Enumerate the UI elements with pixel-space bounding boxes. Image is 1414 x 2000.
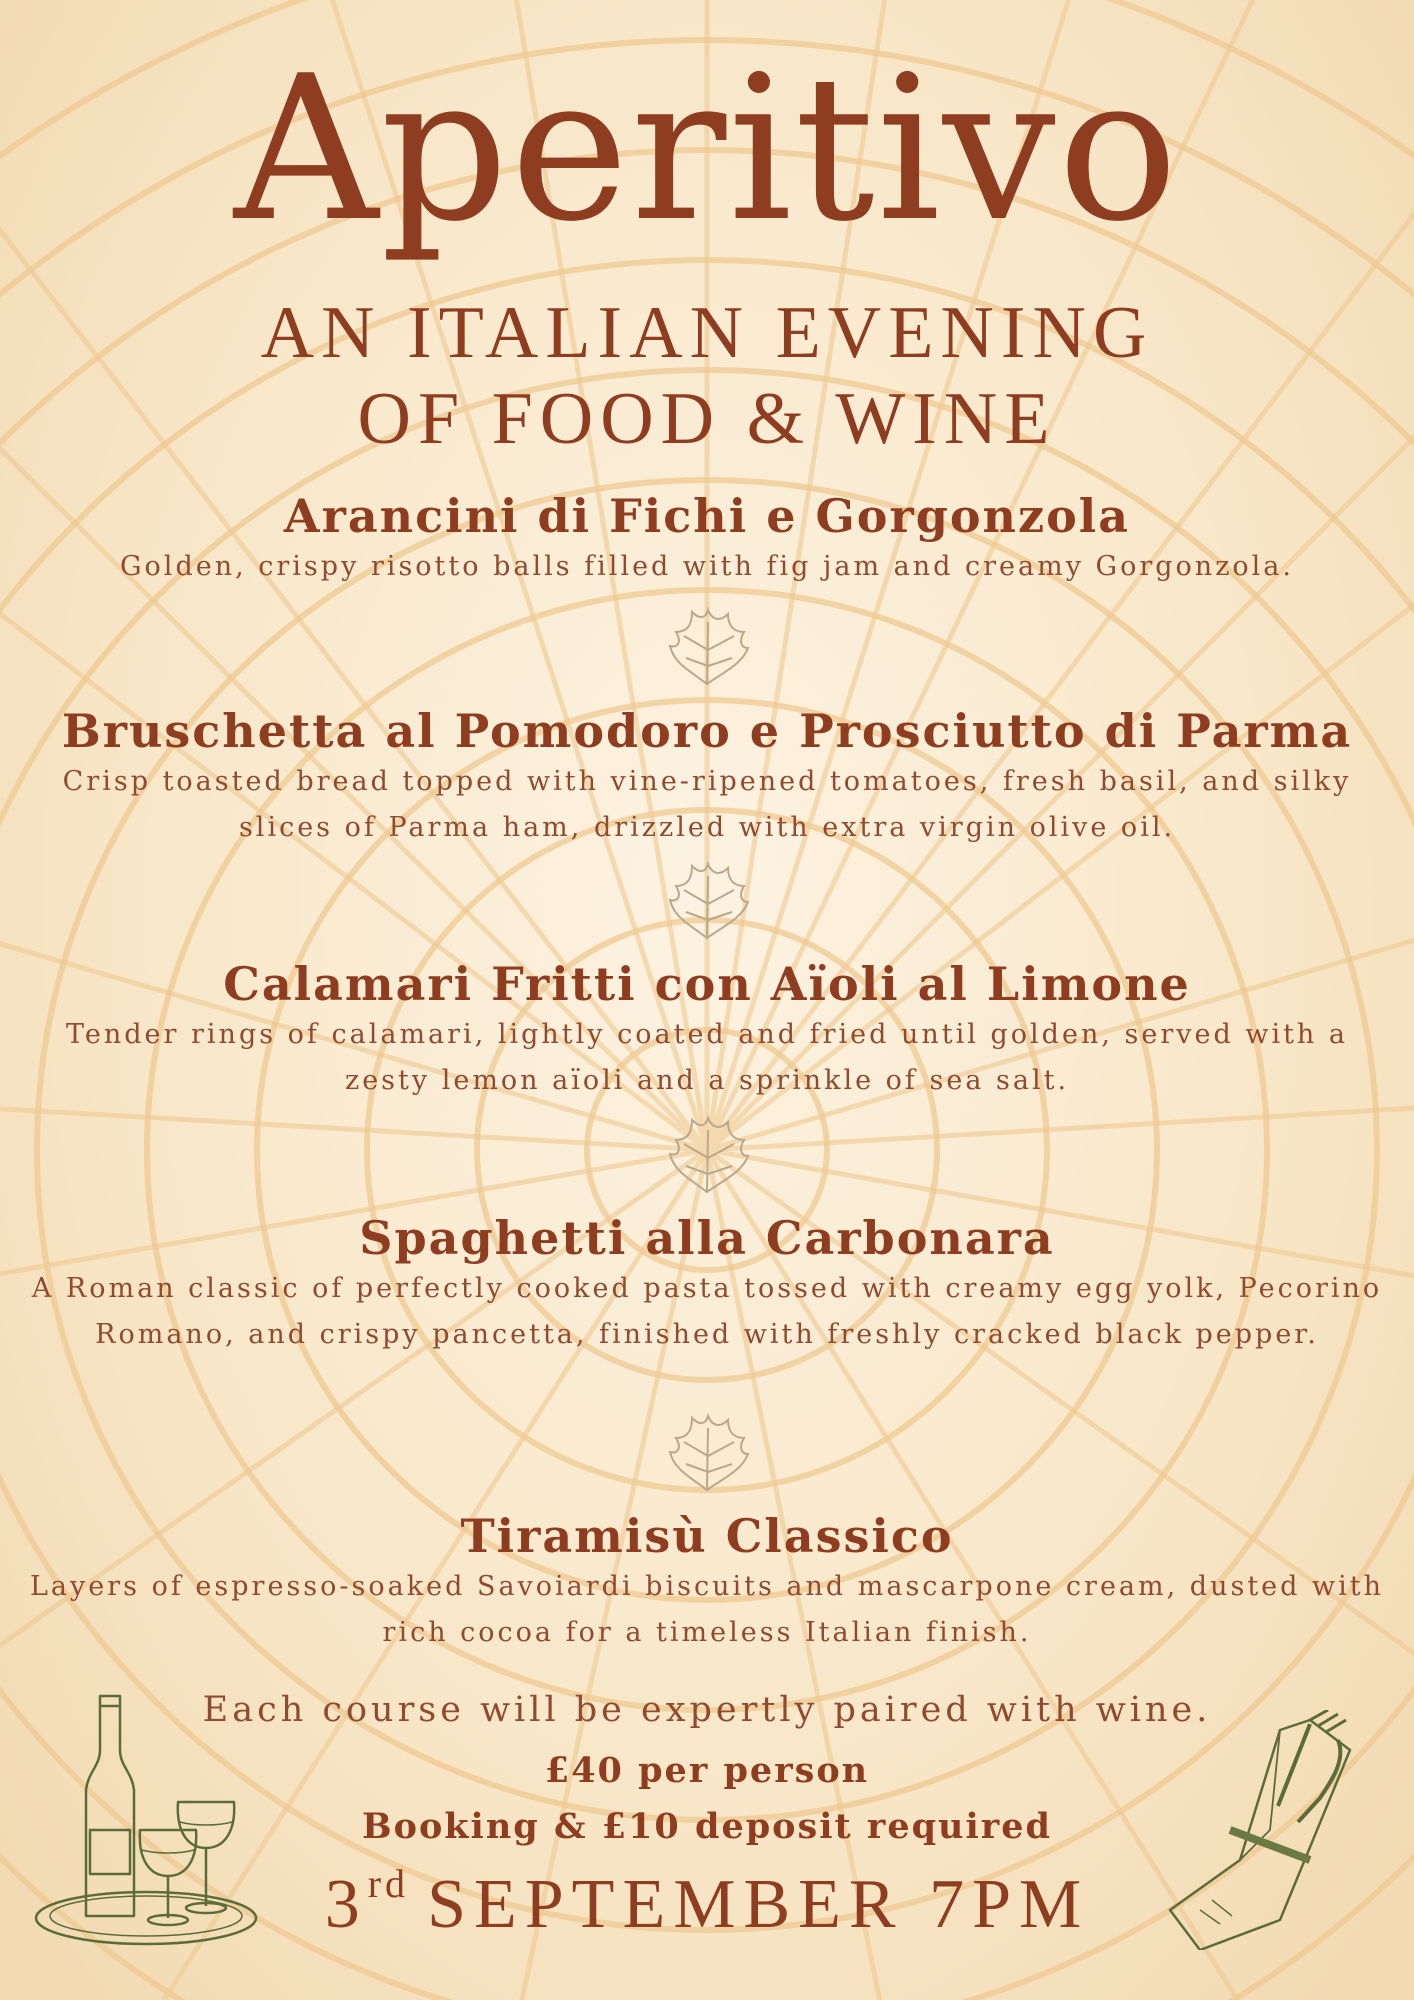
course-description: Crisp toasted bread topped with vine-ripened tomatoes, fresh basil, and silky slices of Parma ham, drizzled with extra virgin olive oil. bbox=[62, 766, 1352, 843]
course-description: Layers of espresso-soaked Savoiardi biscuits and mascarpone cream, dusted with rich cocoa for a timeless Italian finish. bbox=[30, 1571, 1384, 1648]
course-name: Arancini di Fichi e Gorgonzola bbox=[283, 489, 1131, 543]
subtitle-line-1: AN ITALIAN EVENING bbox=[260, 292, 1154, 374]
wine-bottle-glasses-icon bbox=[28, 1690, 278, 1950]
event-subtitle bbox=[0, 290, 1414, 462]
date-month-time: SEPTEMBER 7PM bbox=[427, 1866, 1090, 1943]
course-2 bbox=[20, 703, 1394, 851]
grape-leaf-icon bbox=[662, 602, 752, 692]
course-description: Golden, crispy risotto balls filled with fig jam and creamy Gorgonzola. bbox=[119, 551, 1294, 582]
grape-leaf-icon bbox=[662, 1110, 752, 1200]
course-description: Tender rings of calamari, lightly coated and fried until golden, served with a zesty lemon aïoli and a sprinkle of sea salt. bbox=[65, 1019, 1349, 1096]
date-day: 3 bbox=[324, 1866, 368, 1943]
grape-leaf-icon bbox=[662, 856, 752, 946]
course-4 bbox=[20, 1210, 1394, 1358]
course-name: Calamari Fritti con Aïoli al Limone bbox=[223, 957, 1191, 1011]
course-1 bbox=[20, 488, 1394, 590]
course-name: Spaghetti alla Carbonara bbox=[359, 1211, 1055, 1265]
course-3 bbox=[20, 956, 1394, 1104]
cutlery-napkin-icon bbox=[1160, 1710, 1360, 1950]
course-name: Tiramisù Classico bbox=[460, 1509, 954, 1563]
price: £40 per person bbox=[544, 1750, 870, 1791]
date-suffix: rd bbox=[367, 1861, 410, 1906]
page-title: Aperitivo bbox=[233, 33, 1181, 266]
subtitle-line-2: OF FOOD & WINE bbox=[357, 378, 1057, 460]
booking-note: Booking & £10 deposit required bbox=[362, 1806, 1052, 1847]
wine-pairing-note: Each course will be expertly paired with wine. bbox=[202, 1690, 1212, 1730]
course-5 bbox=[20, 1508, 1394, 1656]
course-description: A Roman classic of perfectly cooked pasta tossed with creamy egg yolk, Pecorino Romano, and crispy pancetta, finished with freshly cracked black pepper. bbox=[31, 1273, 1383, 1350]
grape-leaf-icon bbox=[662, 1408, 752, 1498]
course-name: Bruschetta al Pomodoro e Prosciutto di Parma bbox=[61, 704, 1353, 758]
